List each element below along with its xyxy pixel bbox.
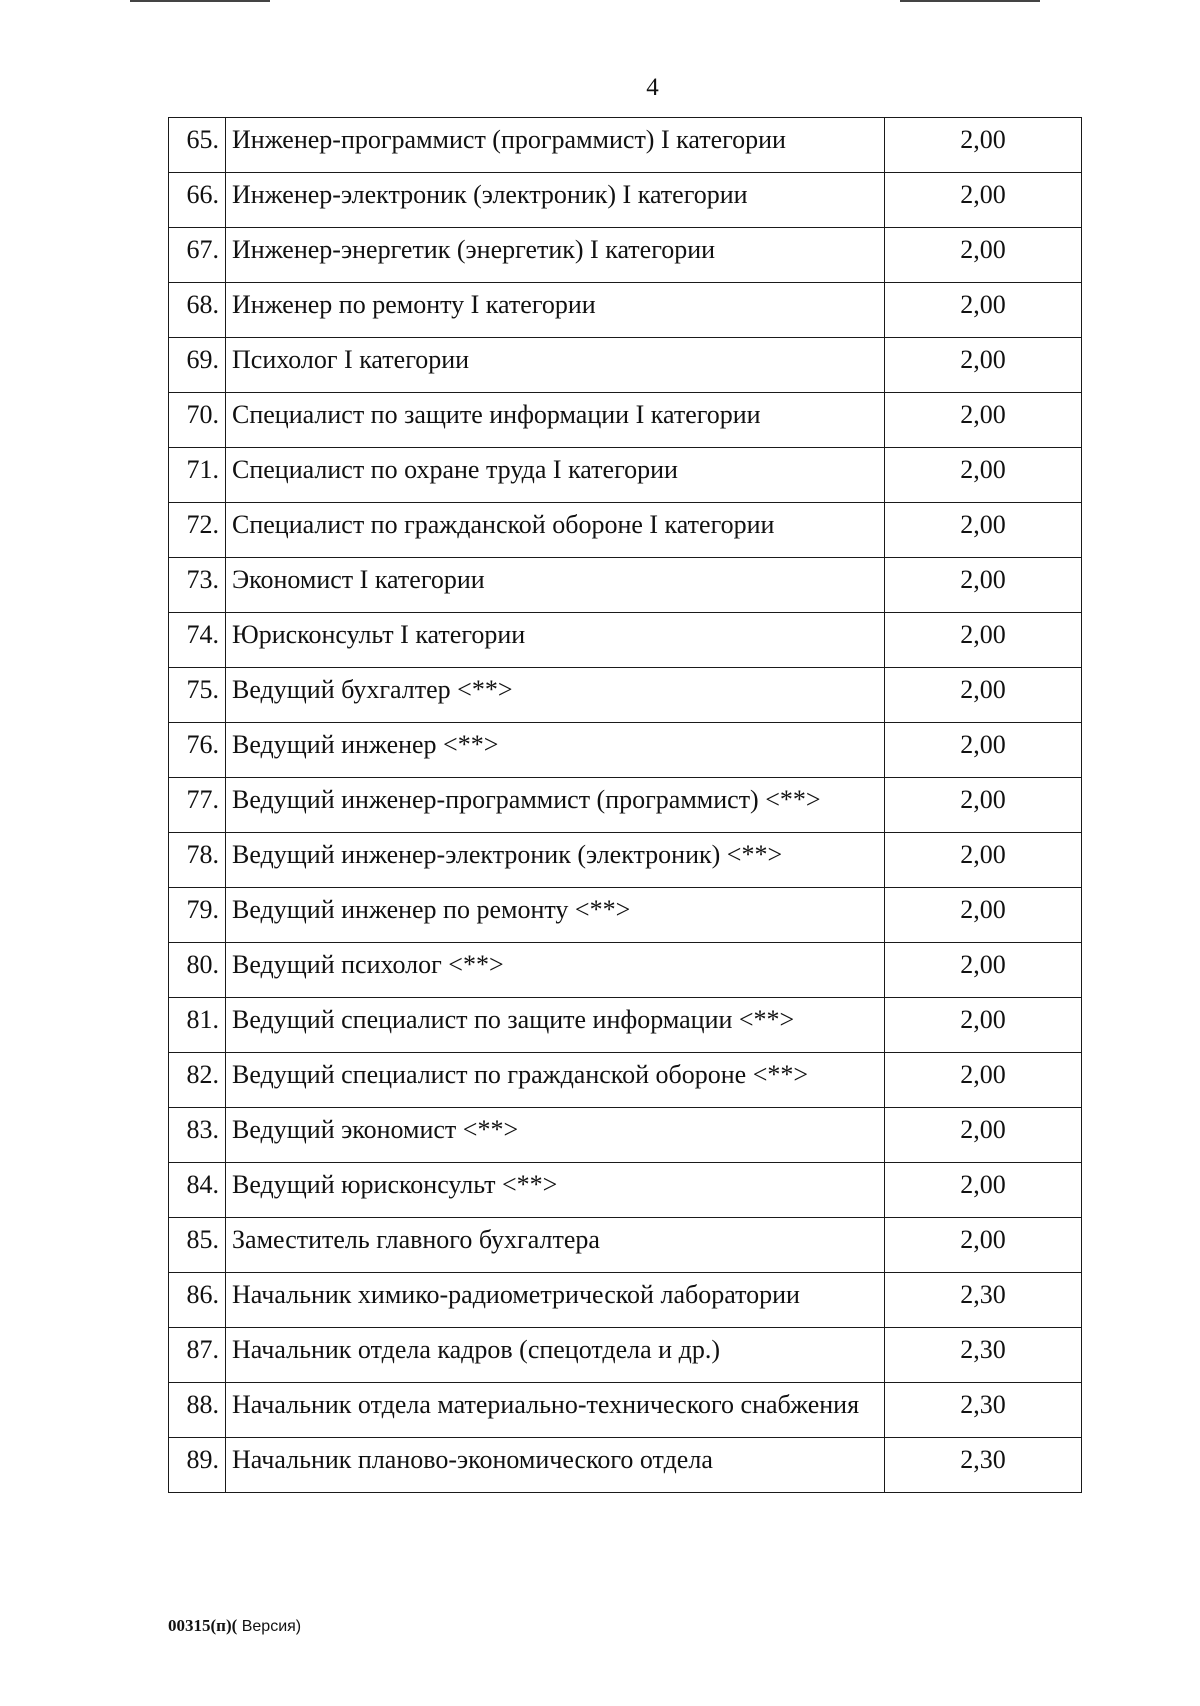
position-title-cell: Ведущий специалист по гражданской обороне <**> xyxy=(226,1053,885,1108)
position-title-cell: Начальник планово-экономического отдела xyxy=(226,1438,885,1493)
page-number: 4 xyxy=(646,74,659,101)
table-row xyxy=(169,943,1082,998)
coefficient-cell: 2,00 xyxy=(885,1053,1082,1108)
position-title-cell: Специалист по гражданской обороне I категории xyxy=(226,503,885,558)
table-row xyxy=(169,228,1082,283)
row-number-cell: 69. xyxy=(169,338,226,393)
coefficient-cell: 2,00 xyxy=(885,338,1082,393)
row-number-cell: 75. xyxy=(169,668,226,723)
coefficient-cell: 2,00 xyxy=(885,613,1082,668)
row-number-cell: 86. xyxy=(169,1273,226,1328)
table-row xyxy=(169,888,1082,943)
row-number-cell: 79. xyxy=(169,888,226,943)
coefficient-cell: 2,00 xyxy=(885,503,1082,558)
coefficient-cell: 2,00 xyxy=(885,723,1082,778)
table-row xyxy=(169,778,1082,833)
coefficient-cell: 2,00 xyxy=(885,1218,1082,1273)
document-footer xyxy=(168,1616,301,1636)
table-row xyxy=(169,1383,1082,1438)
position-title-cell: Инженер-программист (программист) I категории xyxy=(226,118,885,173)
table-row xyxy=(169,283,1082,338)
table-row xyxy=(169,613,1082,668)
row-number-cell: 78. xyxy=(169,833,226,888)
scan-edge-left xyxy=(130,0,270,2)
row-number-cell: 87. xyxy=(169,1328,226,1383)
position-title-cell: Заместитель главного бухгалтера xyxy=(226,1218,885,1273)
table-row xyxy=(169,558,1082,613)
table-row xyxy=(169,1273,1082,1328)
table-row xyxy=(169,1438,1082,1493)
position-title-cell: Ведущий инженер-электроник (электроник) <**> xyxy=(226,833,885,888)
coefficient-cell: 2,00 xyxy=(885,1108,1082,1163)
row-number-cell: 76. xyxy=(169,723,226,778)
coefficient-cell: 2,00 xyxy=(885,668,1082,723)
coefficient-cell: 2,30 xyxy=(885,1328,1082,1383)
table-row xyxy=(169,723,1082,778)
coefficient-cell: 2,00 xyxy=(885,1163,1082,1218)
coefficient-cell: 2,00 xyxy=(885,943,1082,998)
row-number-cell: 85. xyxy=(169,1218,226,1273)
position-title-cell: Ведущий экономист <**> xyxy=(226,1108,885,1163)
row-number-cell: 81. xyxy=(169,998,226,1053)
coefficient-cell: 2,00 xyxy=(885,888,1082,943)
table-row xyxy=(169,1053,1082,1108)
table-row xyxy=(169,503,1082,558)
footer-code: 00315(п)( xyxy=(168,1616,238,1635)
position-title-cell: Ведущий инженер <**> xyxy=(226,723,885,778)
row-number-cell: 66. xyxy=(169,173,226,228)
position-title-cell: Психолог I категории xyxy=(226,338,885,393)
position-title-cell: Ведущий бухгалтер <**> xyxy=(226,668,885,723)
coefficient-cell: 2,30 xyxy=(885,1273,1082,1328)
position-title-cell: Инженер по ремонту I категории xyxy=(226,283,885,338)
row-number-cell: 68. xyxy=(169,283,226,338)
row-number-cell: 80. xyxy=(169,943,226,998)
position-title-cell: Начальник химико-радиометрической лаборатории xyxy=(226,1273,885,1328)
position-title-cell: Ведущий юрисконсульт <**> xyxy=(226,1163,885,1218)
coefficient-cell: 2,00 xyxy=(885,778,1082,833)
coefficient-cell: 2,00 xyxy=(885,173,1082,228)
position-title-cell: Ведущий инженер-программист (программист) <**> xyxy=(226,778,885,833)
row-number-cell: 89. xyxy=(169,1438,226,1493)
coefficient-cell: 2,30 xyxy=(885,1438,1082,1493)
position-title-cell: Ведущий психолог <**> xyxy=(226,943,885,998)
row-number-cell: 67. xyxy=(169,228,226,283)
positions-table xyxy=(168,117,1082,1493)
table-row xyxy=(169,448,1082,503)
position-title-cell: Экономист I категории xyxy=(226,558,885,613)
row-number-cell: 74. xyxy=(169,613,226,668)
footer-version: Версия) xyxy=(237,1618,302,1635)
table-row xyxy=(169,998,1082,1053)
positions-table-body xyxy=(169,118,1082,1493)
coefficient-cell: 2,00 xyxy=(885,393,1082,448)
position-title-cell: Начальник отдела материально-технического снабжения xyxy=(226,1383,885,1438)
coefficient-cell: 2,00 xyxy=(885,998,1082,1053)
row-number-cell: 84. xyxy=(169,1163,226,1218)
position-title-cell: Начальник отдела кадров (спецотдела и др.) xyxy=(226,1328,885,1383)
row-number-cell: 70. xyxy=(169,393,226,448)
scan-edge-right xyxy=(900,0,1040,2)
coefficient-cell: 2,00 xyxy=(885,118,1082,173)
coefficient-cell: 2,00 xyxy=(885,558,1082,613)
table-row xyxy=(169,668,1082,723)
row-number-cell: 71. xyxy=(169,448,226,503)
table-row xyxy=(169,173,1082,228)
table-row xyxy=(169,118,1082,173)
position-title-cell: Специалист по защите информации I категории xyxy=(226,393,885,448)
coefficient-cell: 2,00 xyxy=(885,283,1082,338)
row-number-cell: 73. xyxy=(169,558,226,613)
row-number-cell: 77. xyxy=(169,778,226,833)
table-row xyxy=(169,833,1082,888)
table-row xyxy=(169,1163,1082,1218)
coefficient-cell: 2,00 xyxy=(885,833,1082,888)
row-number-cell: 72. xyxy=(169,503,226,558)
table-row xyxy=(169,338,1082,393)
table-row xyxy=(169,1328,1082,1383)
position-title-cell: Ведущий инженер по ремонту <**> xyxy=(226,888,885,943)
table-row xyxy=(169,1108,1082,1163)
row-number-cell: 65. xyxy=(169,118,226,173)
row-number-cell: 88. xyxy=(169,1383,226,1438)
position-title-cell: Инженер-энергетик (энергетик) I категории xyxy=(226,228,885,283)
row-number-cell: 82. xyxy=(169,1053,226,1108)
position-title-cell: Юрисконсульт I категории xyxy=(226,613,885,668)
coefficient-cell: 2,00 xyxy=(885,448,1082,503)
coefficient-cell: 2,00 xyxy=(885,228,1082,283)
coefficient-cell: 2,30 xyxy=(885,1383,1082,1438)
position-title-cell: Ведущий специалист по защите информации <**> xyxy=(226,998,885,1053)
table-row xyxy=(169,1218,1082,1273)
position-title-cell: Инженер-электроник (электроник) I категории xyxy=(226,173,885,228)
table-row xyxy=(169,393,1082,448)
position-title-cell: Специалист по охране труда I категории xyxy=(226,448,885,503)
row-number-cell: 83. xyxy=(169,1108,226,1163)
